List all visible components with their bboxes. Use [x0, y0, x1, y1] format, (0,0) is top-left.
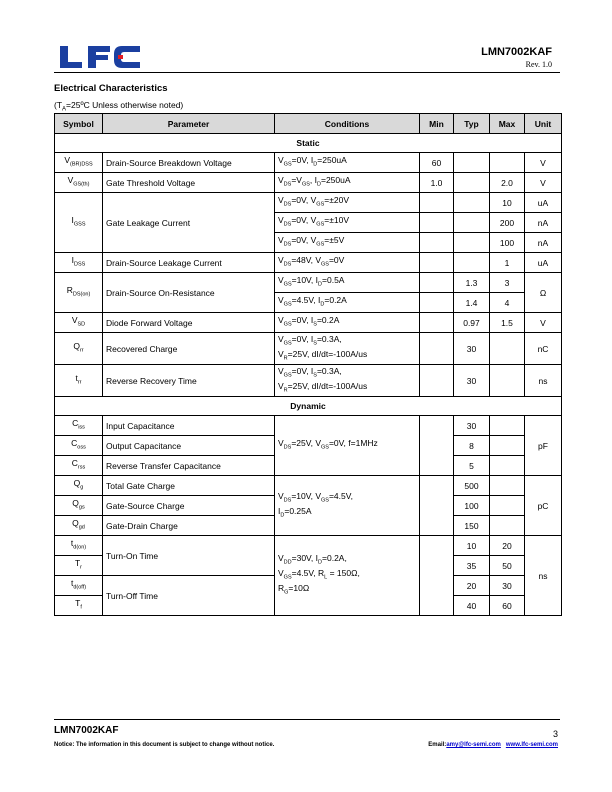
typ-cell: 5 [454, 456, 490, 476]
parameter-cell: Reverse Recovery Time [103, 365, 275, 397]
symbol-cell: $C_{iss}$ [55, 416, 103, 436]
typ-cell [454, 213, 490, 233]
parameter-cell: Turn-On Time [103, 536, 275, 576]
table-row [55, 253, 562, 273]
unit-cell: V [525, 153, 562, 173]
typ-cell [454, 233, 490, 253]
condition-cell: $V_{DS}=25V$, $V_{GS}=0V$, f=1MHz [275, 416, 420, 476]
symbol-cell: $V_{GS(th)}$ [55, 173, 103, 193]
symbol-cell: $Q_{gd}$ [55, 516, 103, 536]
min-cell [420, 273, 454, 293]
footer-contact [428, 742, 558, 748]
page-number: 3 [552, 729, 558, 739]
max-cell: 30 [490, 576, 525, 596]
max-cell: 200 [490, 213, 525, 233]
typ-cell: 10 [454, 536, 490, 556]
typ-cell: 35 [454, 556, 490, 576]
parameter-cell: Diode Forward Voltage [103, 313, 275, 333]
condition-cell: $V_{DS}=0V$, $V_{GS}=\pm 20V$ [275, 193, 420, 213]
typ-cell [454, 153, 490, 173]
unit-cell: uA [525, 253, 562, 273]
header-rule [54, 72, 560, 73]
max-cell [490, 496, 525, 516]
max-cell: 10 [490, 193, 525, 213]
symbol-cell: $I_{DSS}$ [55, 253, 103, 273]
condition-cell: $V_{DS}=V_{GS}$, $I_D=250uA$ [275, 173, 420, 193]
table-row [55, 153, 562, 173]
min-cell [420, 416, 454, 476]
table-row [55, 416, 562, 436]
typ-cell: 20 [454, 576, 490, 596]
typ-cell: 8 [454, 436, 490, 456]
max-cell: 100 [490, 233, 525, 253]
table-row [55, 476, 562, 496]
typ-cell: 40 [454, 596, 490, 616]
condition-cell: $V_{DS}=0V$, $V_{GS}=\pm 10V$ [275, 213, 420, 233]
email-link[interactable]: amy@lfc-semi.com [446, 742, 501, 748]
min-cell [420, 213, 454, 233]
min-cell [420, 293, 454, 313]
symbol-cell: $Q_{rr}$ [55, 333, 103, 365]
condition-cell: $V_{GS}=0V$, $I_S=0.3A$, $V_R=25V$, dI/dt=-100A/us [275, 365, 420, 397]
condition-cell: $V_{GS}=0V$, $I_S=0.2A$ [275, 313, 420, 333]
unit-cell: nA [525, 213, 562, 233]
condition-cell: $V_{DS}=0V$, $V_{GS}=\pm 5V$ [275, 233, 420, 253]
parameter-cell: Reverse Transfer Capacitance [103, 456, 275, 476]
section-note: ($T_A=25ºC$ Unless otherwise noted) [54, 100, 184, 113]
symbol-cell: $t_{d(on)}$ [55, 536, 103, 556]
max-cell [490, 153, 525, 173]
footer-notice: Notice: The information in this document is subject to change without notice. [54, 742, 275, 748]
max-cell: 20 [490, 536, 525, 556]
symbol-cell: $t_{d(off)}$ [55, 576, 103, 596]
symbol-cell: $T_f$ [55, 596, 103, 616]
symbol-cell: $t_{rr}$ [55, 365, 103, 397]
footer-part-number: LMN7002KAF [54, 725, 119, 736]
part-number: LMN7002KAF [481, 46, 552, 58]
parameter-cell: Recovered Charge [103, 333, 275, 365]
min-cell [420, 253, 454, 273]
column-header: Unit [525, 114, 562, 134]
typ-cell: 30 [454, 365, 490, 397]
typ-cell: 100 [454, 496, 490, 516]
table-row [55, 134, 562, 153]
unit-cell: ns [525, 365, 562, 397]
table-row [55, 273, 562, 293]
symbol-cell: $C_{oss}$ [55, 436, 103, 456]
typ-cell: 30 [454, 416, 490, 436]
unit-cell: V [525, 173, 562, 193]
footer-rule [54, 719, 560, 720]
typ-cell: 1.3 [454, 273, 490, 293]
website-link[interactable]: www.lfc-semi.com [505, 742, 558, 748]
typ-cell [454, 193, 490, 213]
company-logo [58, 44, 142, 75]
table-row [55, 536, 562, 556]
min-cell [420, 313, 454, 333]
symbol-cell: $V_{SD}$ [55, 313, 103, 333]
min-cell [420, 333, 454, 365]
revision: Rev. 1.0 [525, 60, 552, 69]
typ-cell [454, 253, 490, 273]
column-header: Conditions [275, 114, 420, 134]
table-row [55, 333, 562, 365]
min-cell: 1.0 [420, 173, 454, 193]
max-cell [490, 476, 525, 496]
condition-cell: $V_{DS}=10V$, $V_{GS}=4.5V$, $I_D=0.25A$ [275, 476, 420, 536]
table-body [55, 134, 562, 616]
max-cell [490, 516, 525, 536]
typ-cell: 500 [454, 476, 490, 496]
unit-cell: uA [525, 193, 562, 213]
column-header: Symbol [55, 114, 103, 134]
lfc-logo-icon [58, 44, 142, 70]
max-cell [490, 365, 525, 397]
table-row [55, 173, 562, 193]
max-cell: 3 [490, 273, 525, 293]
parameter-cell: Drain-Source Leakage Current [103, 253, 275, 273]
min-cell [420, 193, 454, 213]
max-cell [490, 333, 525, 365]
email-label: Email: [428, 742, 447, 748]
typ-cell [454, 173, 490, 193]
symbol-cell: $Q_g$ [55, 476, 103, 496]
max-cell [490, 416, 525, 436]
table-row [55, 397, 562, 416]
symbol-cell: $V_{(BR)DSS}$ [55, 153, 103, 173]
max-cell: 1 [490, 253, 525, 273]
parameter-cell: Input Capacitance [103, 416, 275, 436]
parameter-cell: Output Capacitance [103, 436, 275, 456]
column-header: Parameter [103, 114, 275, 134]
max-cell: 60 [490, 596, 525, 616]
column-header: Max [490, 114, 525, 134]
typ-cell: 0.97 [454, 313, 490, 333]
symbol-cell: $R_{DS(on)}$ [55, 273, 103, 313]
parameter-cell: Drain-Source Breakdown Voltage [103, 153, 275, 173]
condition-cell: $V_{DS}=48V$, $V_{GS}=0V$ [275, 253, 420, 273]
condition-cell: $V_{DD}=30V$, $I_D=0.2A$, $V_{GS}=4.5V$, $R_L = 150\Omega$, $R_G=10\Omega$ [275, 536, 420, 616]
table-row [55, 365, 562, 397]
section-label: Static [55, 134, 562, 153]
condition-cell: $V_{GS}=10V$, $I_D=0.5A$ [275, 273, 420, 293]
unit-cell: pF [525, 416, 562, 476]
condition-cell: $V_{GS}=0V$, $I_S=0.3A$, $V_R=25V$, dI/dt=-100A/us [275, 333, 420, 365]
unit-cell: V [525, 313, 562, 333]
max-cell: 50 [490, 556, 525, 576]
max-cell: 2.0 [490, 173, 525, 193]
symbol-cell: $C_{rss}$ [55, 456, 103, 476]
electrical-characteristics-table [54, 113, 562, 616]
condition-cell: $V_{GS}=4.5V$, $I_D=0.2A$ [275, 293, 420, 313]
min-cell [420, 476, 454, 536]
unit-cell: nC [525, 333, 562, 365]
table-header-row [55, 114, 562, 134]
unit-cell: ns [525, 536, 562, 616]
unit-cell: nA [525, 233, 562, 253]
table-row [55, 193, 562, 213]
parameter-cell: Gate Leakage Current [103, 193, 275, 253]
max-cell [490, 456, 525, 476]
parameter-cell: Total Gate Charge [103, 476, 275, 496]
column-header: Typ [454, 114, 490, 134]
symbol-cell: $I_{GSS}$ [55, 193, 103, 253]
table-row [55, 313, 562, 333]
parameter-cell: Gate-Source Charge [103, 496, 275, 516]
typ-cell: 150 [454, 516, 490, 536]
min-cell [420, 233, 454, 253]
parameter-cell: Turn-Off Time [103, 576, 275, 616]
typ-cell: 30 [454, 333, 490, 365]
section-label: Dynamic [55, 397, 562, 416]
max-cell: 4 [490, 293, 525, 313]
parameter-cell: Drain-Source On-Resistance [103, 273, 275, 313]
typ-cell: 1.4 [454, 293, 490, 313]
condition-cell: $V_{GS}=0V$, $I_D=250uA$ [275, 153, 420, 173]
section-title: Electrical Characteristics [54, 83, 168, 94]
column-header: Min [420, 114, 454, 134]
min-cell [420, 365, 454, 397]
unit-cell: pC [525, 476, 562, 536]
unit-cell: Ω [525, 273, 562, 313]
max-cell [490, 436, 525, 456]
max-cell: 1.5 [490, 313, 525, 333]
min-cell: 60 [420, 153, 454, 173]
parameter-cell: Gate-Drain Charge [103, 516, 275, 536]
parameter-cell: Gate Threshold Voltage [103, 173, 275, 193]
symbol-cell: $Q_{gs}$ [55, 496, 103, 516]
min-cell [420, 536, 454, 616]
symbol-cell: $T_r$ [55, 556, 103, 576]
